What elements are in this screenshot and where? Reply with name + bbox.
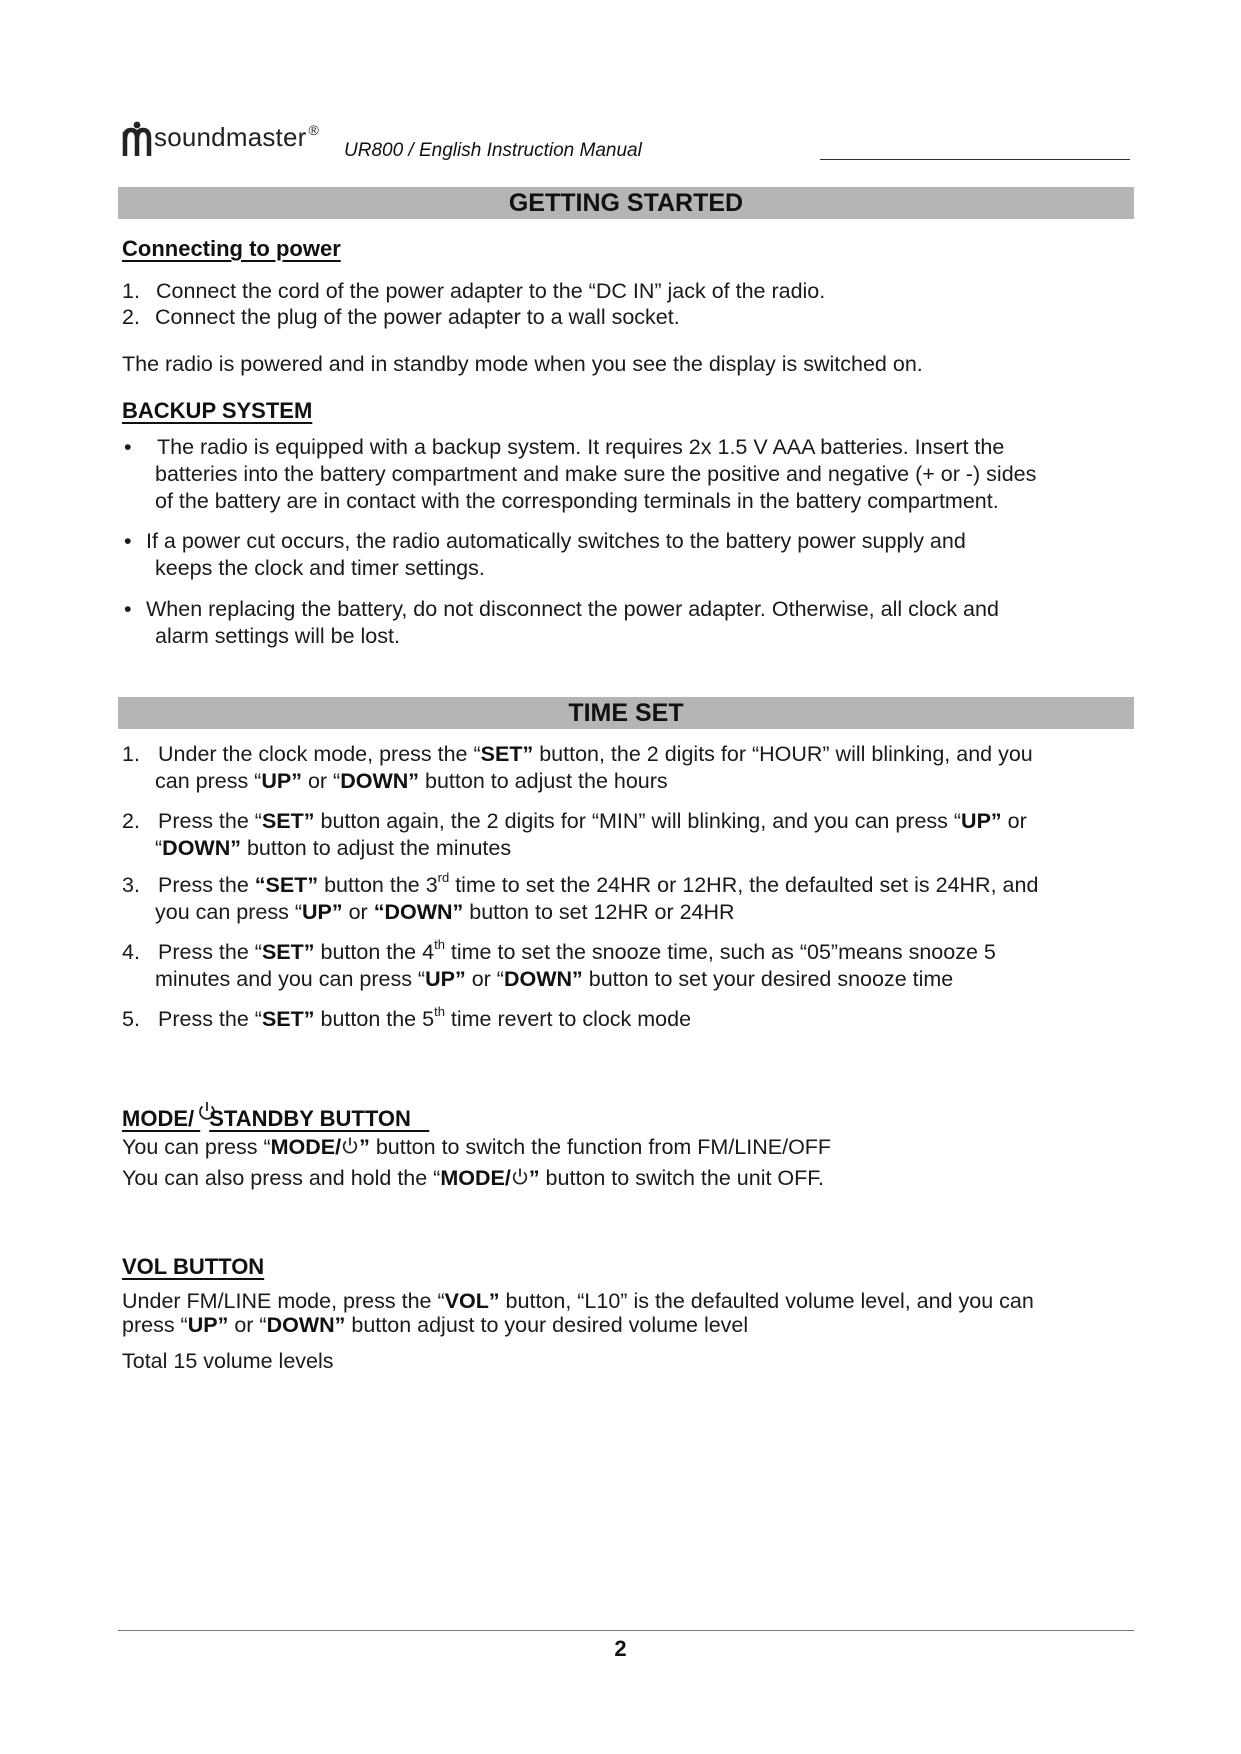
step-line: Under the clock mode, press the “SET” button, the 2 digits for “HOUR” will blinking, and you bbox=[158, 742, 1033, 766]
footer-rule bbox=[118, 1630, 1134, 1631]
mode-standby-heading: MODE/ STANDBY BUTTON bbox=[122, 1100, 429, 1132]
vol-line-1: Under FM/LINE mode, press the “VOL” button, “L10” is the defaulted volume level, and you can bbox=[122, 1289, 1034, 1313]
step-line: “DOWN” button to adjust the minutes bbox=[155, 836, 512, 860]
backup-system-heading: BACKUP SYSTEM bbox=[122, 398, 313, 423]
vol-line-2: press “UP” or “DOWN” button adjust to your desired volume level bbox=[122, 1313, 749, 1337]
step-line: can press “UP” or “DOWN” button to adjust the hours bbox=[155, 769, 668, 793]
connecting-power-heading: Connecting to power bbox=[122, 236, 341, 261]
standby-note: The radio is powered and in standby mode when you see the display is switched on. bbox=[122, 352, 923, 376]
power-standby-icon bbox=[341, 1136, 359, 1156]
mode-line-1: You can press “MODE/ ” button to switch the function from FM/LINE/OFF bbox=[122, 1135, 832, 1159]
mode-line-2: You can also press and hold the “MODE/ ” button to switch the unit OFF. bbox=[122, 1166, 824, 1190]
header-rule bbox=[820, 159, 1130, 160]
page-number: 2 bbox=[614, 1636, 627, 1661]
step-text: Connect the cord of the power adapter to the “DC IN” jack of the radio. bbox=[156, 279, 826, 303]
manual-title: UR800 / English Instruction Manual bbox=[344, 140, 642, 161]
bullet-line: When replacing the battery, do not disconnect the power adapter. Otherwise, all clock and bbox=[146, 597, 999, 621]
step-number: 4. bbox=[122, 940, 140, 964]
soundmaster-logo-icon bbox=[122, 120, 152, 156]
step-line: Press the “SET” button the 4th time to set the snooze time, such as “05”means snooze 5 bbox=[158, 937, 996, 964]
step-line: minutes and you can press “UP” or “DOWN” button to set your desired snooze time bbox=[155, 967, 954, 991]
page-header bbox=[122, 118, 1132, 162]
bullet-line: The radio is equipped with a backup system. It requires 2x 1.5 V AAA batteries. Insert the bbox=[157, 435, 1005, 459]
step-line: Press the “SET” button the 3rd time to set the 24HR or 12HR, the defaulted set is 24HR, and bbox=[158, 870, 1039, 897]
bullet-icon: • bbox=[124, 597, 132, 621]
step-text: Connect the plug of the power adapter to a wall socket. bbox=[155, 305, 680, 329]
step-number: 2. bbox=[122, 809, 140, 833]
registered-mark: ® bbox=[308, 122, 319, 138]
logo-text: soundmaster bbox=[154, 122, 307, 152]
step-line: Press the “SET” button again, the 2 digits for “MIN” will blinking, and you can press “UP” or bbox=[158, 809, 1027, 833]
step-number: 1. bbox=[122, 742, 140, 766]
bullet-line: alarm settings will be lost. bbox=[155, 624, 400, 648]
bullet-line: of the battery are in contact with the corresponding terminals in the battery compartment. bbox=[155, 489, 999, 513]
vol-total-levels: Total 15 volume levels bbox=[122, 1349, 334, 1373]
vol-button-heading: VOL BUTTON bbox=[122, 1254, 265, 1279]
step-number: 5. bbox=[122, 1007, 140, 1031]
step-line: you can press “UP” or “DOWN” button to set 12HR or 24HR bbox=[155, 900, 735, 924]
bullet-line: keeps the clock and timer settings. bbox=[155, 556, 485, 580]
step-number: 2. bbox=[122, 305, 140, 329]
power-standby-icon bbox=[511, 1167, 529, 1187]
getting-started-banner: GETTING STARTED bbox=[118, 187, 1134, 219]
bullet-icon: • bbox=[124, 529, 132, 553]
step-number: 3. bbox=[122, 873, 140, 897]
bullet-line: batteries into the battery compartment and make sure the positive and negative (+ or -) sides bbox=[155, 462, 1037, 486]
brand-logo bbox=[122, 120, 319, 160]
step-number: 1. bbox=[122, 279, 140, 303]
step-line: Press the “SET” button the 5th time revert to clock mode bbox=[158, 1004, 692, 1031]
bullet-icon: • bbox=[124, 435, 132, 459]
time-set-banner: TIME SET bbox=[118, 697, 1134, 729]
bullet-line: If a power cut occurs, the radio automatically switches to the battery power supply and bbox=[146, 529, 966, 553]
